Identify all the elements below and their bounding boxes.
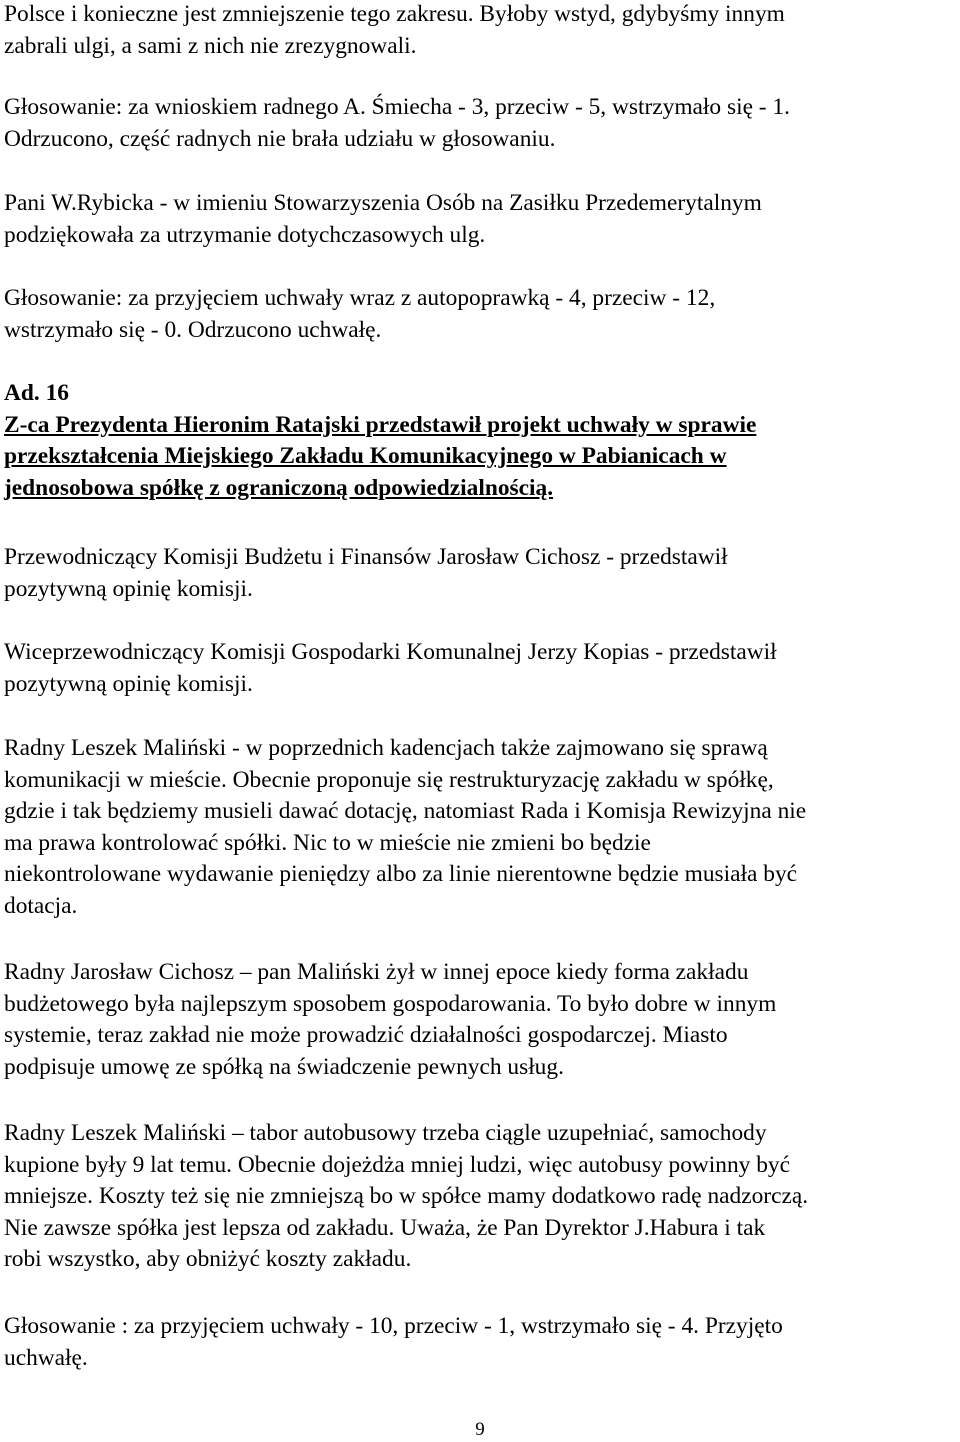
text-line: kupione były 9 lat temu. Obecnie dojeżdża mniej ludzi, więc autobusy powinny być (4, 1151, 790, 1178)
page-number: 9 (475, 1419, 485, 1440)
text-line: Głosowanie : za przyjęciem uchwały - 10, przeciw - 1, wstrzymało się - 4. Przyjęto (4, 1313, 783, 1339)
paragraph-8 (4, 957, 958, 1083)
paragraph-3 (4, 188, 958, 251)
paragraph-9 (4, 1118, 958, 1276)
text-line: Głosowanie: za wnioskiem radnego A. Śmiecha - 3, przeciw - 5, wstrzymało się - 1. (4, 94, 790, 120)
paragraph-1 (4, 0, 958, 62)
text-line: gdzie i tak będziemy musieli dawać dotację, natomiast Rada i Komisja Rewizyjna nie (4, 798, 807, 825)
text-line: Pani W.Rybicka - w imieniu Stowarzyszenia Osób na Zasiłku Przedemerytalnym (4, 190, 762, 216)
paragraph-5 (4, 542, 958, 605)
agenda-item-heading (4, 378, 958, 504)
paragraph-6 (4, 637, 958, 700)
document-page (4, 0, 958, 1442)
text-line: Przewodniczący Komisji Budżetu i Finansów Jarosław Cichosz - przedstawił (4, 544, 728, 570)
text-line: zabrali ulgi, a sami z nich nie zrezygnowali. (4, 32, 417, 59)
heading-line: jednosobowa spółkę z ograniczoną odpowiedzialnością. (4, 474, 554, 501)
heading-line: przekształcenia Miejskiego Zakładu Komunikacyjnego w Pabianicach w (4, 443, 727, 470)
heading-line: Z-ca Prezydenta Hieronim Ratajski przedstawił projekt uchwały w sprawie (4, 411, 757, 438)
text-line: komunikacji w mieście. Obecnie proponuje się restrukturyzację zakładu w spółkę, (4, 766, 774, 793)
text-line: ma prawa kontrolować spółki. Nic to w mieście nie zmieni bo będzie (4, 829, 651, 856)
text-line: pozytywną opinię komisji. (4, 575, 253, 602)
paragraph-10 (4, 1311, 958, 1374)
text-line: niekontrolowane wydawanie pieniędzy albo za linie nierentowne będzie musiała być (4, 861, 798, 888)
text-line: robi wszystko, aby obniżyć koszty zakładu. (4, 1246, 412, 1273)
text-line: Głosowanie: za przyjęciem uchwały wraz z autopoprawką - 4, przeciw - 12, (4, 285, 716, 311)
text-line: pozytywną opinię komisji. (4, 670, 253, 697)
text-line: Wiceprzewodniczący Komisji Gospodarki Komunalnej Jerzy Kopias - przedstawił (4, 639, 777, 665)
text-line: Radny Jarosław Cichosz – pan Maliński żył w innej epoce kiedy forma zakładu (4, 959, 749, 985)
paragraph-7 (4, 733, 958, 923)
text-line: Nie zawsze spółka jest lepsza od zakładu. Uważa, że Pan Dyrektor J.Habura i tak (4, 1214, 766, 1241)
text-line: wstrzymało się - 0. Odrzucono uchwałę. (4, 316, 382, 343)
text-line: podziękowała za utrzymanie dotychczasowych ulg. (4, 221, 486, 248)
paragraph-2 (4, 92, 958, 155)
text-line: mniejsze. Koszty też się nie zmniejszą bo w spółce mamy dodatkowo radę nadzorczą. (4, 1183, 809, 1210)
text-line: Radny Leszek Maliński – tabor autobusowy trzeba ciągle uzupełniać, samochody (4, 1120, 767, 1146)
text-line: Odrzucono, część radnych nie brała udziału w głosowaniu. (4, 125, 556, 152)
agenda-item-number: Ad. 16 (4, 380, 69, 406)
text-line: systemie, teraz zakład nie może prowadzić działalności gospodarczej. Miasto (4, 1022, 728, 1049)
text-line: budżetowego była najlepszym sposobem gospodarowania. To było dobre w innym (4, 990, 777, 1017)
text-line: dotacja. (4, 892, 78, 919)
text-line: Polsce i konieczne jest zmniejszenie tego zakresu. Byłoby wstyd, gdybyśmy innym (4, 1, 785, 27)
paragraph-4 (4, 283, 958, 346)
text-line: uchwałę. (4, 1344, 88, 1371)
text-line: Radny Leszek Maliński - w poprzednich kadencjach także zajmowano się sprawą (4, 735, 768, 761)
text-line: podpisuje umowę ze spółką na świadczenie pewnych usług. (4, 1053, 564, 1080)
